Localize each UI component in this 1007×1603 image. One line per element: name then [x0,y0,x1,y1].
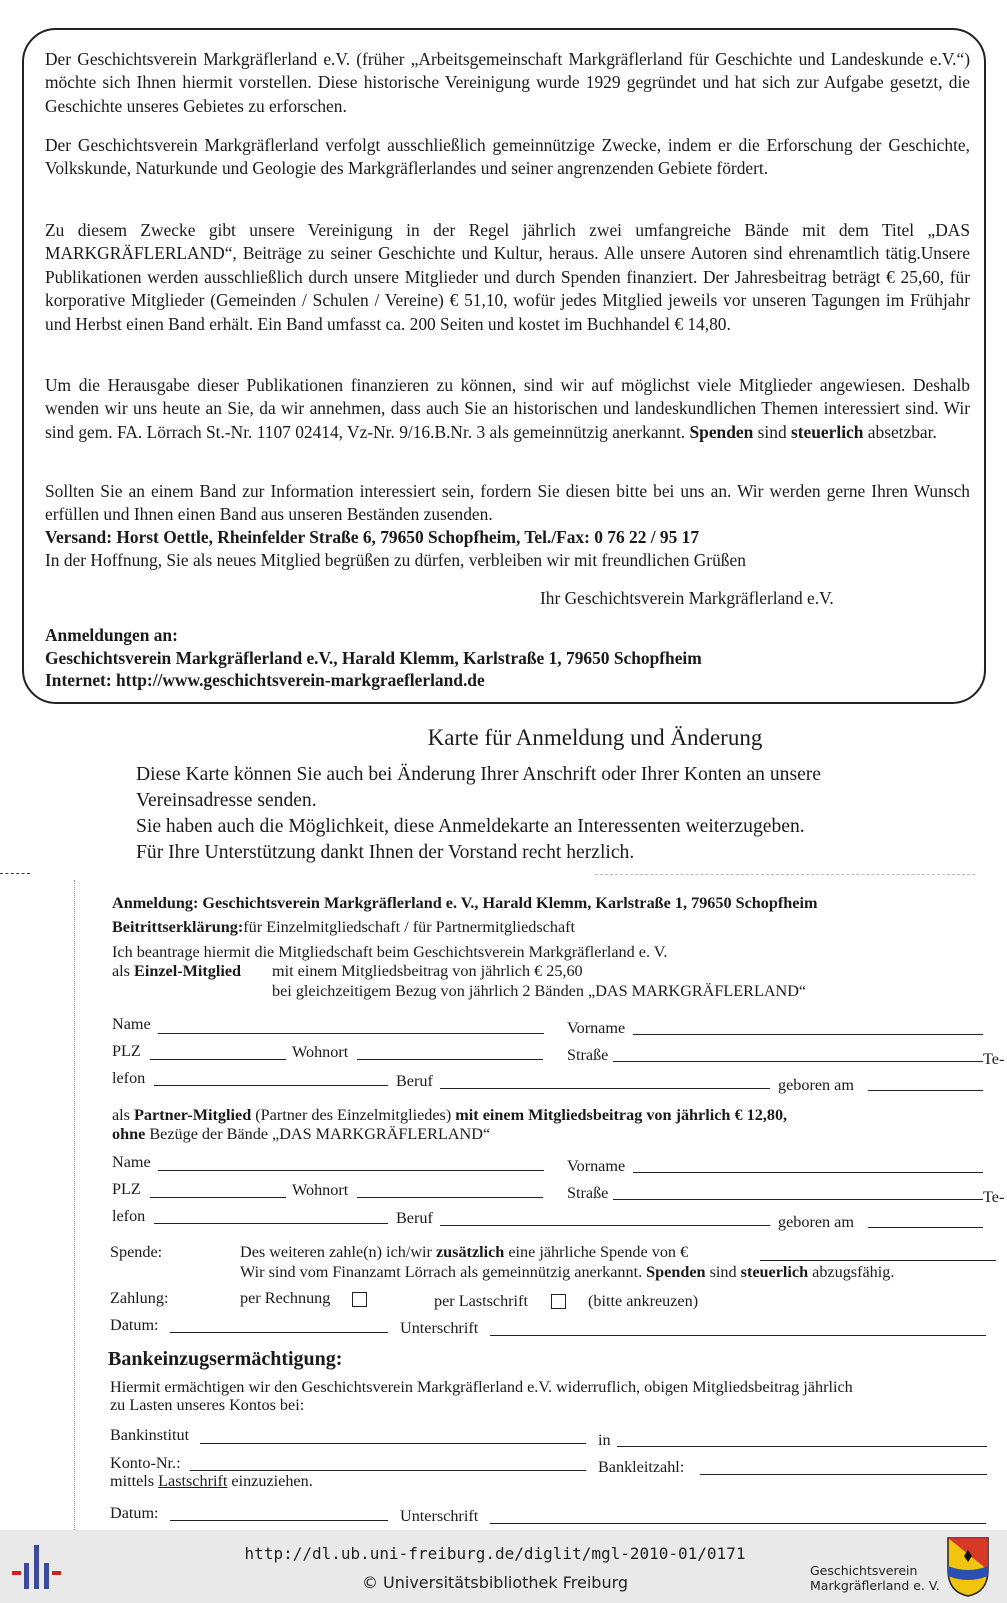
form-heading: Anmeldung: Geschichtsverein Markgräflerland e. V., Harald Klemm, Karlstraße 1, 79650 Schopfheim [112,894,818,912]
partner-te-hyphen: Te- [983,1188,1005,1206]
steuerlich-bold: steuerlich [790,421,864,442]
unterschrift-label: Unterschrift [400,1319,479,1337]
vorname-label: Vorname [567,1019,626,1037]
intro-paragraph-4-text: Um die Herausgabe dieser Publikationen finanzieren zu können, sind wir auf möglichst viele Mitglieder angewiesen. Deshalb wenden wir uns heute an Sie, da wir annehmen, dass auch Sie an historischen und landeskundlichen Themen interessiert sind. Wir sind gem. FA. Lörrach St.-Nr. 1107 02414, Vz-Nr. 9/16.B.Nr. 3 als gemeinnützig anerkannt. [45,375,970,442]
plz-field[interactable] [150,1059,286,1060]
partner-geboren-label: geboren am [778,1213,854,1231]
spende-zusaetzlich: zusätzlich [435,1243,505,1261]
footer-copyright: © Universitätsbibliothek Freiburg [361,1573,629,1592]
intro-paragraph-3: Zu diesem Zwecke gibt unsere Vereinigung in der Regel jährlich zwei umfangreiche Bände mit dem Titel „DAS MARKGRÄFLERLAND“, Beiträge zu seiner Geschichte und Kultur, heraus. Alle unsere Autoren sind ehrenamtlich tätig.Unsere Publikationen werden ausschließlich durch unsere Mitglieder und durch Spenden finanziert. Der Jahresbeitrag beträgt € 25,60, für korporative Mitglieder (Gemeinden / Schulen / Vereine) € 51,10, wofür jedes Mitglied jeweils vor unseren Tagungen im Frühjahr und Herbst einen Band erhält. Ein Band umfasst ca. 200 Seiten und kostet im Buchhandel € 14,80. [45,220,970,334]
card-intro-line-1: Diese Karte können Sie auch bei Änderung Ihrer Anschrift oder Ihrer Konten an unsere [136,764,821,785]
konto-label: Konto-Nr.: [110,1454,181,1472]
wohnort-field[interactable] [357,1059,543,1060]
partner-wohnort-field[interactable] [357,1197,543,1198]
strasse-label: Straße [567,1046,609,1064]
partner-label: Partner-Mitglied [134,1106,252,1124]
per-lastschrift-label: per Lastschrift [434,1292,528,1310]
mittels-text: mittels [110,1472,159,1490]
intro-frame [22,28,986,704]
blz-label: Bankleitzahl: [598,1458,685,1476]
spende-label: Spende: [110,1243,163,1261]
partner-plz-field[interactable] [150,1197,286,1198]
versand-line: Versand: Horst Oettle, Rheinfelder Straße 6, 79650 Schopfheim, Tel./Fax: 0 76 22 / 95 17 [45,527,700,547]
spende-text-2: eine jährliche Spende von € [504,1243,689,1261]
footer-org-name [810,1563,940,1593]
cut-line-right [595,874,975,875]
bankinstitut-field[interactable] [200,1443,586,1444]
plz-label: PLZ [112,1042,141,1060]
bank-datum-field[interactable] [170,1520,388,1521]
spende-amount-field[interactable] [760,1260,996,1261]
ohne-bold: ohne [112,1125,146,1143]
signature: Ihr Geschichtsverein Markgräflerland e.V. [540,588,834,608]
intro-paragraph-4 [45,374,970,444]
spende-line-2 [240,1263,894,1282]
intro-paragraph-5: Sollten Sie an einem Band zur Information interessiert sein, fordern Sie diesen bitte bei uns an. Wir werden gerne Ihren Wunsch erfüllen und Ihnen einen Band aus unseren Beständen zusenden. [45,481,970,525]
einzel-bezug: bei gleichzeitigem Bezug von jährlich 2 Bänden „DAS MARKGRÄFLERLAND“ [272,982,807,1000]
einzel-line [112,962,241,981]
partner-vorname-label: Vorname [567,1157,626,1175]
footer-url[interactable]: http://dl.ub.uni-freiburg.de/diglit/mgl-2010-01/0171 [244,1544,746,1563]
footer-org-line-1: Geschichtsverein [810,1563,918,1578]
einzel-label: Einzel-Mitglied [134,962,242,980]
spenden-bold: Spenden [689,421,754,442]
intro-paragraph-1: Der Geschichtsverein Markgräflerland e.V. (früher „Arbeitsgemeinschaft Markgräflerland für Geschichte und Landeskunde e.V.“) möchte sich Ihnen hiermit vorstellen. Diese historische Vereinigung wurde 1929 gegründet und hat sich zur Aufgabe gesetzt, die Geschichte unseres Gebietes zu erforschen. [45,49,970,116]
cut-line [0,873,30,874]
anmeldungen-address: Geschichtsverein Markgräflerland e.V., Harald Klemm, Karlstraße 1, 79650 Schopfheim [45,647,702,668]
closing-line: In der Hoffnung, Sie als neues Mitglied begrüßen zu dürfen, verbleiben wir mit freundlichen Grüßen [45,550,746,570]
einzuziehen-text: einzuziehen. [227,1472,313,1490]
ankreuzen-hint: (bitte ankreuzen) [588,1292,699,1310]
spende-abzugsfaehig: abzugsfähig. [808,1263,895,1281]
bank-text-2: zu Lasten unseres Kontos bei: [110,1396,305,1414]
wohnort-label: Wohnort [292,1043,349,1061]
te-hyphen: Te- [983,1050,1005,1068]
partner-telefon-label: lefon [112,1207,146,1225]
bank-in-label: in [598,1431,611,1449]
name-field[interactable] [158,1033,544,1034]
telefon-field[interactable] [154,1085,388,1086]
card-intro-line-3: Sie haben auch die Möglichkeit, diese Anmeldekarte an Interessenten weiterzugeben. [136,816,805,837]
ohne-rest: Bezüge der Bände „DAS MARKGRÄFLERLAND“ [145,1125,491,1143]
spende-line-1 [240,1243,688,1262]
spende-spenden-bold: Spenden [646,1263,706,1281]
bank-unterschrift-label: Unterschrift [400,1507,479,1525]
konto-field[interactable] [190,1470,586,1471]
beitritt-line [112,918,575,937]
geboren-label: geboren am [778,1076,854,1094]
bank-text-1: Hiermit ermächtigen wir den Geschichtsverein Markgräflerland e.V. widerruflich, obigen Mitgliedsbeitrag jährlich [110,1378,853,1396]
zahlung-label: Zahlung: [110,1289,169,1307]
internet-link[interactable]: Internet: http://www.geschichtsverein-markgraeflerland.de [45,670,485,690]
per-lastschrift-checkbox[interactable] [551,1294,566,1309]
card-intro [136,762,956,866]
card-intro-line-2: Vereinsadresse senden. [136,790,317,811]
p4-end: absetzbar. [863,421,937,442]
einzel-beitrag: mit einem Mitgliedsbeitrag von jährlich € 25,60 [272,962,583,980]
card-intro-line-4: Für Ihre Unterstützung dankt Ihnen der Vorstand recht herzlich. [136,842,635,863]
registration-address [45,624,702,692]
cut-line-vertical [74,880,75,1530]
telefon-label: lefon [112,1069,146,1087]
beitritt-label: Beitrittserklärung: [112,918,244,936]
coat-of-arms-icon [946,1536,990,1598]
bank-ort-field[interactable] [617,1446,987,1447]
partner-geboren-field[interactable] [868,1227,983,1228]
antrag-text: Ich beantrage hiermit die Mitgliedschaft beim Geschichtsverein Markgräflerland e. V. [112,943,668,961]
anmeldungen-label: Anmeldungen an: [45,625,178,645]
per-rechnung-label: per Rechnung [240,1289,331,1307]
spende-finanzamt: Wir sind vom Finanzamt Lörrach als gemeinnützig anerkannt. [240,1263,647,1281]
spende-text-1: Des weiteren zahle(n) ich/wir [240,1243,436,1261]
blz-field[interactable] [700,1474,987,1475]
partner-beruf-label: Beruf [396,1209,433,1227]
vorname-field[interactable] [633,1034,983,1035]
partner-strasse-label: Straße [567,1184,609,1202]
datum-label: Datum: [110,1316,159,1334]
bank-datum-label: Datum: [110,1504,159,1522]
spende-steuerlich-bold: steuerlich [740,1263,809,1281]
p4-mid: sind [753,421,791,442]
per-rechnung-checkbox[interactable] [352,1292,367,1307]
partner-mid: (Partner des Einzelmitgliedes) [251,1106,456,1124]
beruf-field[interactable] [440,1088,770,1089]
bankinstitut-label: Bankinstitut [110,1426,190,1444]
partner-vorname-field[interactable] [633,1172,983,1173]
beruf-label: Beruf [396,1072,433,1090]
partner-telefon-field[interactable] [154,1223,388,1224]
mittels-line [110,1472,313,1491]
card-title: Karte für Anmeldung und Änderung [427,725,763,750]
unterschrift-field[interactable] [490,1335,986,1336]
partner-beruf-field[interactable] [440,1225,770,1226]
partner-name-label: Name [112,1153,151,1171]
partner-strasse-field[interactable] [613,1199,983,1200]
ohne-line [112,1125,490,1144]
bank-heading: Bankeinzugsermächtigung: [108,1348,343,1370]
datum-field[interactable] [170,1332,388,1333]
partner-plz-label: PLZ [112,1180,141,1198]
strasse-field[interactable] [613,1061,983,1062]
partner-line [112,1106,787,1125]
partner-beitrag: mit einem Mitgliedsbeitrag von jährlich € 12,80, [455,1106,788,1124]
bank-unterschrift-field[interactable] [490,1523,986,1524]
spende-sind: sind [705,1263,741,1281]
name-label: Name [112,1015,151,1033]
beitritt-options: für Einzelmitgliedschaft / für Partnermitgliedschaft [243,918,576,936]
partner-wohnort-label: Wohnort [292,1181,349,1199]
partner-als: als [112,1106,135,1124]
lastschrift-underlined: Lastschrift [158,1472,228,1490]
geboren-field[interactable] [868,1090,983,1091]
intro-paragraph-2: Der Geschichtsverein Markgräflerland verfolgt ausschließlich gemeinnützige Zwecke, indem er die Erforschung der Geschichte, Volkskunde, Naturkunde und Geologie des Markgräflerlandes und seiner angrenzenden Gebiete fördert. [45,135,970,179]
footer-org-line-2: Markgräflerland e. V. [810,1578,940,1593]
partner-name-field[interactable] [158,1170,544,1171]
als-text: als [112,962,130,980]
